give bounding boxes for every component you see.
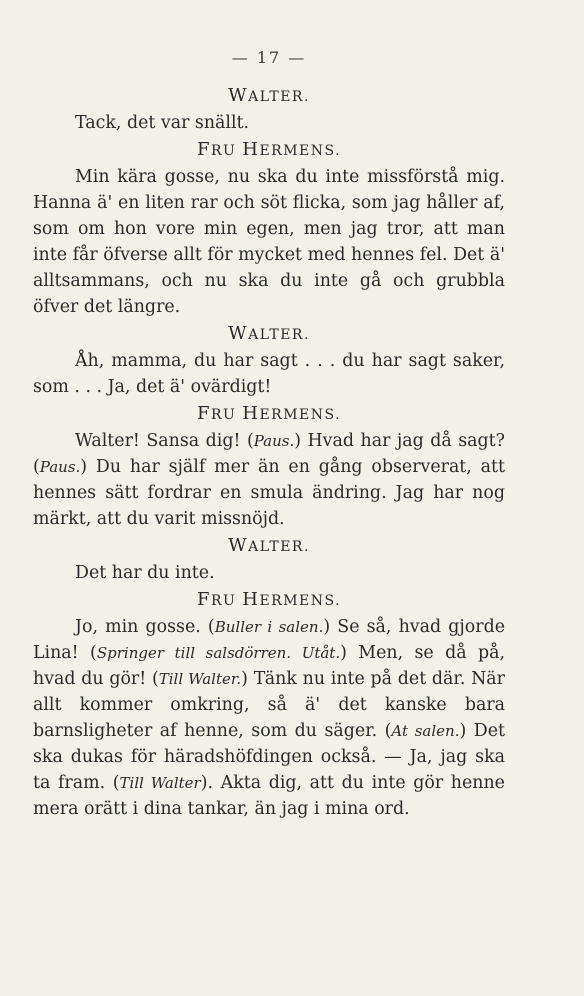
- speaker-name: FRU HERMENS.: [196, 139, 342, 160]
- speech-text: Det har du inte.: [75, 563, 215, 583]
- stage-direction: Springer till salsdörren. Utåt.: [96, 644, 341, 662]
- stage-direction: Buller i salen.: [214, 618, 324, 636]
- stage-direction: Till Walter.: [158, 670, 242, 688]
- speech-text: Tack, det var snällt.: [75, 113, 250, 133]
- speech-segment: ) Det ska dukas för häradshöfdingen också. — Ja, jag ska ta fram. (: [33, 721, 505, 793]
- book-page: [33, 48, 505, 822]
- page-number: — 17 —: [231, 48, 307, 67]
- speech-text: [33, 428, 505, 532]
- speech-text: Min kära gosse, nu ska du inte missförstå mig. Hanna ä' en liten rar och söt flicka, som jag håller af, som om hon vore min egen, men jag tror, att man inte får öfverse allt för mycket med hennes fel. Det ä' alltsammans, och nu ska du inte gå och grubbla öfver det längre.: [33, 167, 505, 317]
- dialogue: [33, 85, 505, 822]
- speech-segment: Walter! Sansa dig! (: [75, 431, 254, 451]
- speech-segment: ). Akta dig, att du inte gör henne mera orätt i dina tankar, än jag i mina ord.: [33, 773, 505, 819]
- speech-text: Åh, mamma, du har sagt . . . du har sagt saker, som . . . Ja, det ä' ovärdigt!: [33, 351, 505, 397]
- stage-direction: Till Walter: [119, 774, 201, 792]
- stage-direction: Paus.: [39, 458, 81, 476]
- speech-segment: ) Se så, hvad gjorde Lina! (: [33, 617, 505, 663]
- speaker-name: FRU HERMENS.: [196, 403, 342, 424]
- speech-segment: ) Men, se då på, hvad du gör! (: [33, 643, 505, 689]
- speech-segment: ) Hvad har jag då sagt? (: [33, 431, 505, 477]
- speaker-name: WALTER.: [228, 535, 310, 556]
- stage-direction: Paus.: [253, 432, 295, 450]
- speaker-name: FRU HERMENS.: [196, 589, 342, 610]
- speech-text: [33, 614, 505, 822]
- stage-direction: At salen.: [391, 722, 460, 740]
- speech-segment: Jo, min gosse. (: [75, 617, 215, 637]
- speaker-name: WALTER.: [228, 85, 310, 106]
- speaker-name: WALTER.: [228, 323, 310, 344]
- speech-segment: ) Du har själf mer än en gång observerat, att hennes sätt fordrar en smula ändring. Jag har nog märkt, att du varit missnöjd.: [33, 457, 505, 529]
- speech-segment: ) Tänk nu inte på det där. När allt kommer omkring, så ä' det kanske bara barnsligheter af henne, som du säger. (: [33, 669, 505, 741]
